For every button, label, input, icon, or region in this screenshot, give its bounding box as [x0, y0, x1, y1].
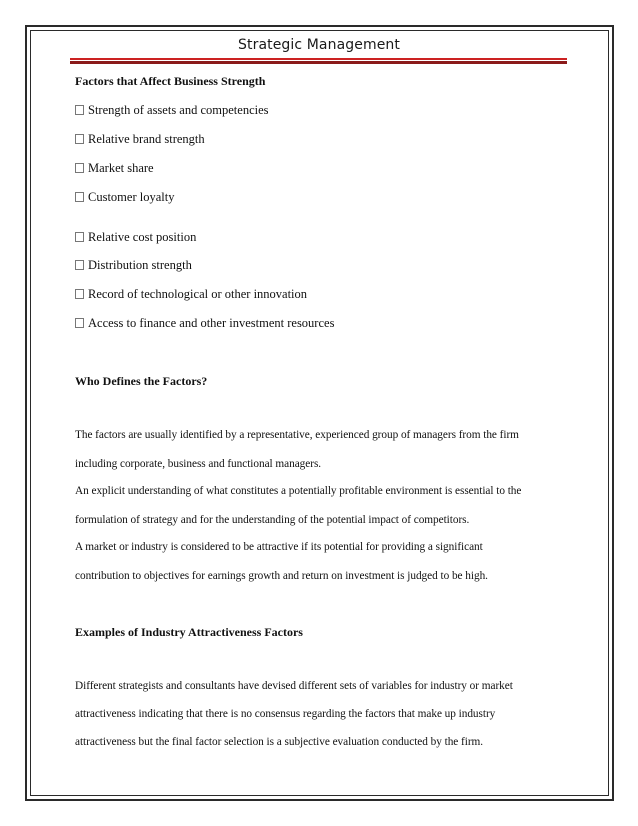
header-rule [70, 58, 567, 60]
section-heading-business-strength: Factors that Affect Business Strength [75, 74, 266, 88]
paragraph-line: A market or industry is considered to be attractive if its potential for providing a significant [75, 541, 483, 553]
bullet-item: Customer loyalty [75, 190, 174, 205]
paragraph-line: attractiveness but the final factor selection is a subjective evaluation conducted by the firm. [75, 736, 484, 748]
bullet-item: Strength of assets and competencies [75, 103, 269, 118]
bullet-item: Distribution strength [75, 258, 192, 273]
paragraph-line: The factors are usually identified by a representative, experienced group of managers from the firm [75, 429, 519, 441]
bullet-box-icon [75, 163, 84, 173]
header-rule-accent [70, 61, 567, 64]
paragraph-line: Different strategists and consultants have devised different sets of variables for industry or market [75, 680, 513, 692]
page-header-title: Strategic Management [238, 37, 400, 53]
bullet-box-icon [75, 289, 84, 299]
bullet-box-icon [75, 318, 84, 328]
paragraph-line: attractiveness indicating that there is no consensus regarding the factors that make up industry [75, 708, 496, 720]
bullet-box-icon [75, 105, 84, 115]
bullet-box-icon [75, 134, 84, 144]
paragraph-line: including corporate, business and functional managers. [75, 458, 322, 470]
bullet-item: Relative cost position [75, 230, 196, 245]
bullet-item: Access to finance and other investment resources [75, 316, 334, 331]
bullet-box-icon [75, 260, 84, 270]
paragraph-line: contribution to objectives for earnings growth and return on investment is judged to be high. [75, 570, 488, 582]
section-heading-who-defines: Who Defines the Factors? [75, 374, 208, 388]
paragraph-line: formulation of strategy and for the understanding of the potential impact of competitors. [75, 514, 470, 526]
bullet-box-icon [75, 192, 84, 202]
bullet-item: Relative brand strength [75, 132, 205, 147]
section-heading-attractiveness-factors: Examples of Industry Attractiveness Factors [75, 625, 303, 639]
bullet-box-icon [75, 232, 84, 242]
bullet-item: Market share [75, 161, 154, 176]
paragraph-line: An explicit understanding of what constitutes a potentially profitable environment is essential to the [75, 485, 522, 497]
bullet-item: Record of technological or other innovation [75, 287, 307, 302]
